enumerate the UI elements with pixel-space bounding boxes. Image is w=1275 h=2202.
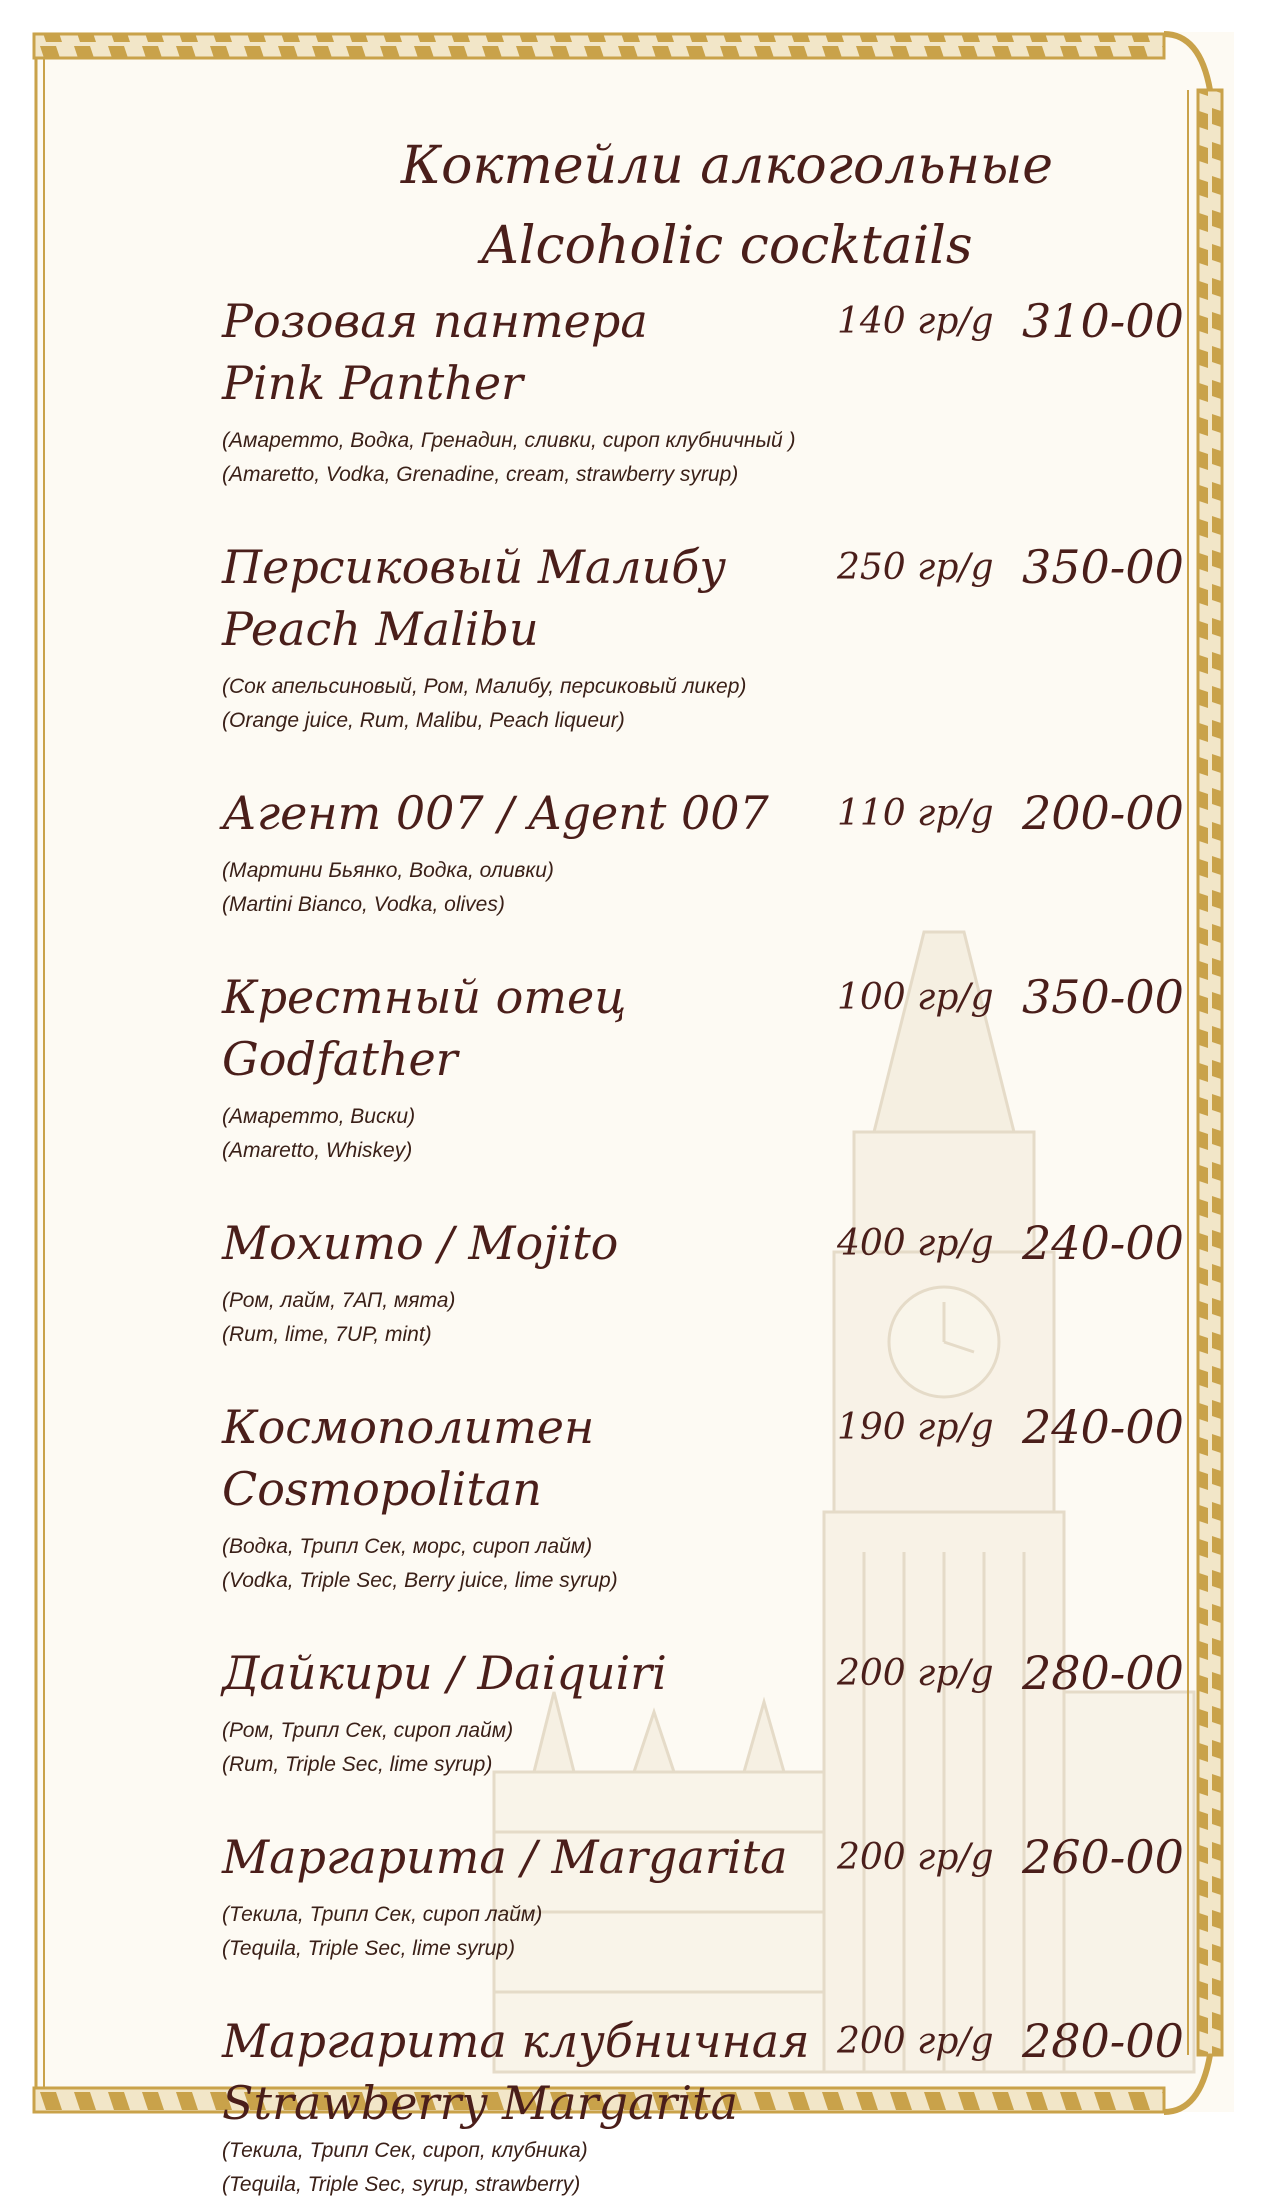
item-weight: 100 гр/g (837, 977, 994, 1018)
item-ingredients-en: (Rum, lime, 7UP, mint) (222, 1323, 432, 1346)
menu-title-ru: Коктейли алкогольные (400, 136, 1054, 196)
item-name-en: Peach Malibu (222, 602, 539, 656)
item-name: Дайкири / Daiquiri (222, 1646, 667, 1700)
item-price: 280-00 (1022, 2014, 1184, 2068)
item-name-ru: Космополитен (222, 1400, 595, 1454)
item-ingredients-ru: (Водка, Трипл Сек, морс, сироп лайм) (222, 1535, 593, 1558)
item-ingredients-ru: (Мартини Бьянко, Водка, оливки) (222, 859, 554, 882)
item-name-en: Strawberry Margarita (222, 2076, 739, 2130)
item-name: Маргарита / Margarita (222, 1830, 788, 1884)
menu-item (222, 2010, 1192, 2202)
item-price: 350-00 (1022, 540, 1184, 594)
item-weight: 200 гр/g (837, 1837, 994, 1878)
item-price: 260-00 (1022, 1830, 1184, 1884)
item-name-ru: Розовая пантера (222, 294, 648, 348)
item-weight: 250 гр/g (837, 547, 994, 588)
item-ingredients-en: (Tequila, Triple Sec, syrup, strawberry) (222, 2173, 581, 2196)
item-ingredients-ru: (Ром, Трипл Сек, сироп лайм) (222, 1719, 514, 1742)
item-weight: 200 гр/g (837, 1653, 994, 1694)
item-ingredients-en: (Martini Bianco, Vodka, olives) (222, 893, 505, 916)
item-weight: 200 гр/g (837, 2021, 994, 2062)
item-price: 200-00 (1022, 786, 1184, 840)
menu-item (222, 1642, 1192, 1782)
item-name-en: Cosmopolitan (222, 1462, 542, 1516)
item-price: 280-00 (1022, 1646, 1184, 1700)
item-ingredients-en: (Tequila, Triple Sec, lime syrup) (222, 1937, 515, 1960)
item-ingredients-en: (Vodka, Triple Sec, Berry juice, lime syrup) (222, 1569, 618, 1592)
item-ingredients-ru: (Амаретто, Водка, Гренадин, сливки, сироп клубничный ) (222, 429, 796, 452)
item-weight: 190 гр/g (837, 1407, 994, 1448)
item-name-ru: Крестный отец (222, 970, 627, 1024)
menu-item (222, 1212, 1192, 1352)
menu-item (222, 536, 1192, 738)
menu-item (222, 1396, 1192, 1598)
menu-item (222, 966, 1192, 1168)
item-name-en: Godfather (222, 1032, 458, 1086)
item-ingredients-ru: (Текила, Трипл Сек, сироп, клубника) (222, 2139, 588, 2162)
item-ingredients-ru: (Амаретто, Виски) (222, 1105, 416, 1128)
item-weight: 400 гр/g (837, 1223, 994, 1264)
menu-content (222, 130, 1192, 2202)
item-ingredients-en: (Rum, Triple Sec, lime syrup) (222, 1753, 493, 1776)
item-price: 350-00 (1022, 970, 1184, 1024)
item-ingredients-en: (Orange juice, Rum, Malibu, Peach liqueur) (222, 709, 625, 732)
menu-item (222, 782, 1192, 922)
item-name-ru: Персиковый Малибу (222, 540, 727, 594)
item-name-ru: Маргарита клубничная (222, 2014, 810, 2068)
item-name: Мохито / Mojito (222, 1216, 619, 1270)
item-ingredients-ru: (Ром, лайм, 7АП, мята) (222, 1289, 456, 1312)
item-ingredients-ru: (Сок апельсиновый, Ром, Малибу, персиковый ликер) (222, 675, 747, 698)
item-price: 240-00 (1022, 1400, 1184, 1454)
item-ingredients-en: (Amaretto, Vodka, Grenadine, cream, strawberry syrup) (222, 463, 739, 486)
item-ingredients-en: (Amaretto, Whiskey) (222, 1139, 413, 1162)
item-ingredients-ru: (Текила, Трипл Сек, сироп лайм) (222, 1903, 543, 1926)
menu-item (222, 1826, 1192, 1966)
menu-title-en: Alcoholic cocktails (481, 216, 973, 276)
menu-item (222, 290, 1192, 492)
item-price: 240-00 (1022, 1216, 1184, 1270)
item-weight: 110 гр/g (837, 793, 994, 834)
item-weight: 140 гр/g (837, 301, 994, 342)
item-price: 310-00 (1022, 294, 1184, 348)
item-name-en: Pink Panther (222, 356, 524, 410)
item-name: Агент 007 / Agent 007 (222, 786, 769, 840)
